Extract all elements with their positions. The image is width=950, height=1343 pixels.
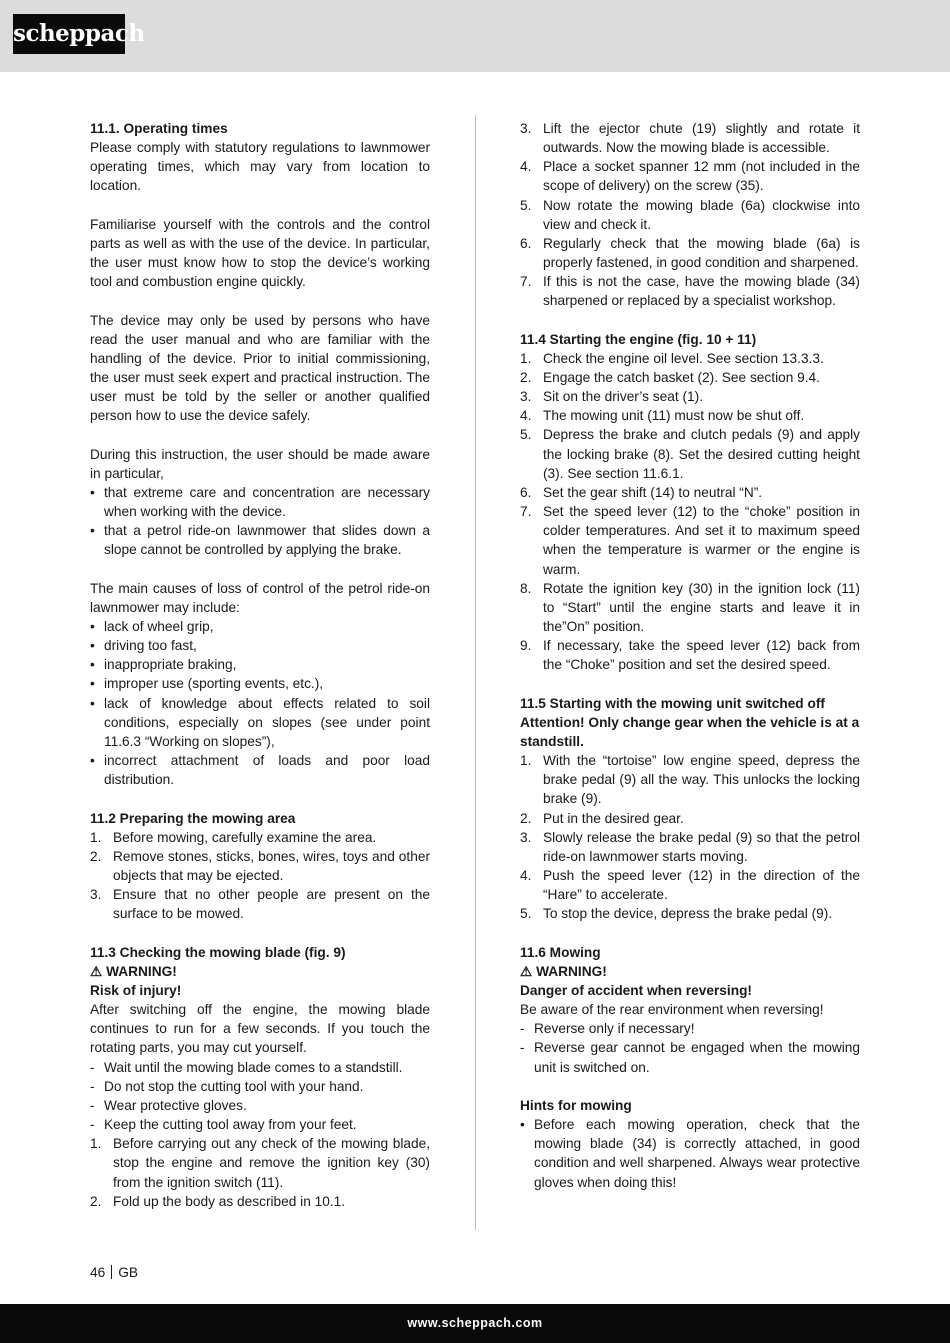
left-column [90, 119, 430, 1211]
section [90, 579, 430, 790]
section [520, 943, 860, 1077]
list-item [90, 1115, 430, 1134]
section-heading: 11.1. Operating times [90, 121, 228, 136]
item-number: 2. [520, 810, 532, 826]
list-item-text: Set the gear shift (14) to neutral “N”. [543, 484, 763, 500]
item-number: 2. [520, 370, 532, 386]
item-number: 5. [520, 906, 532, 922]
list-item-text: Before each mowing operation, check that the mowing blade (34) is correctly attached, in good condition and well sharpened. Always wear protective gloves when doing this! [534, 1117, 860, 1190]
list-item [90, 1192, 430, 1211]
list-item-text: Remove stones, sticks, bones, wires, toys and other objects that may be ejected. [113, 848, 430, 884]
list-item-text: Ensure that no other people are present on the surface to be mowed. [113, 887, 430, 922]
paragraph: Please comply with statutory regulations to lawnmower operating times, which may vary from location to location. [90, 140, 430, 194]
paragraph: Be aware of the rear environment when reversing! [520, 1002, 824, 1018]
list-item-text: Wear protective gloves. [104, 1097, 247, 1113]
list-item [90, 828, 430, 847]
paragraph: Familiarise yourself with the controls and the control parts as well as with the use of the device. In particular, the user must know how to stop the device’s working tool and combustion engine quickly. [90, 216, 430, 290]
list-item [520, 157, 860, 195]
item-number: 1. [520, 350, 532, 366]
bullet-marker: • [90, 676, 95, 692]
item-number: 1. [90, 1136, 102, 1152]
paragraph: After switching off the engine, the mowing blade continues to run for a few seconds. If you touch the rotating parts, you may cut yourself. [90, 1002, 430, 1056]
list-item [90, 1077, 430, 1096]
list-item-text: incorrect attachment of loads and poor load distribution. [104, 753, 430, 788]
section [90, 119, 430, 196]
bullet-marker: - [520, 1021, 525, 1037]
numbered-list [520, 751, 860, 923]
list-item [520, 196, 860, 234]
bullet-marker: - [90, 1078, 95, 1094]
section [90, 215, 430, 292]
item-number: 6. [520, 484, 532, 500]
list-item [90, 694, 430, 751]
section-heading: Attention! Only change gear when the vehicle is at a standstill. [520, 714, 860, 749]
list-item [90, 521, 430, 559]
list-item [520, 349, 860, 368]
list-item [520, 368, 860, 387]
bullet-list [520, 1019, 860, 1076]
list-item [520, 234, 860, 272]
list-item [520, 828, 860, 866]
list-item [90, 483, 430, 521]
list-item [520, 483, 860, 502]
section [520, 330, 860, 675]
section-heading: ⚠ WARNING! [520, 963, 607, 979]
paragraph: During this instruction, the user should be made aware in particular, [90, 446, 430, 481]
list-item [520, 579, 860, 636]
paragraph: The device may only be used by persons who have read the user manual and who are familiar with the handling of the device. Prior to initial commissioning, the user must seek expert and practical instruction. The user must be told by the seller or another qualified person how to use the device safely. [90, 312, 430, 424]
list-item [90, 1058, 430, 1077]
item-number: 1. [90, 829, 102, 845]
list-item [520, 502, 860, 579]
section-heading: Risk of injury! [90, 982, 182, 998]
list-item [520, 751, 860, 808]
list-item-text: Slowly release the brake pedal (9) so that the petrol ride-on lawnmower starts moving. [543, 829, 860, 864]
item-number: 2. [90, 1193, 102, 1209]
section-heading: 11.2 Preparing the mowing area [90, 810, 296, 826]
paragraph: The main causes of loss of control of the petrol ride-on lawnmower may include: [90, 580, 430, 615]
item-number: 6. [520, 235, 532, 251]
list-item-text: If this is not the case, have the mowing blade (34) sharpened or replaced by a specialist workshop. [543, 274, 860, 309]
right-column [520, 119, 860, 1192]
list-item-text: Place a socket spanner 12 mm (not included in the scope of delivery) on the screw (35). [543, 159, 860, 194]
section-heading: Hints for mowing [520, 1097, 632, 1113]
section-heading: 11.6 Mowing [520, 944, 601, 960]
list-item [520, 636, 860, 674]
list-item [90, 636, 430, 655]
list-item [90, 1096, 430, 1115]
list-item-text: Fold up the body as described in 10.1. [113, 1193, 346, 1209]
column-divider [475, 115, 476, 1230]
bullet-list [90, 1058, 430, 1135]
section [90, 809, 430, 924]
item-number: 7. [520, 274, 532, 290]
bullet-marker: - [90, 1059, 95, 1075]
list-item-text: Engage the catch basket (2). See section 9.4. [543, 370, 820, 386]
list-item-text: Depress the brake and clutch pedals (9) and apply the locking brake (8). Set the desired cutting height (3). See section 11.6.1. [543, 427, 860, 481]
section-heading: Danger of accident when reversing! [520, 982, 752, 998]
item-number: 4. [520, 868, 532, 884]
item-number: 5. [520, 427, 532, 443]
list-item [90, 751, 430, 789]
brand-logo: scheppach [13, 14, 125, 54]
list-item-text: Before carrying out any check of the mowing blade, stop the engine and remove the ignition key (30) from the ignition switch (11). [113, 1136, 430, 1190]
bullet-list [90, 617, 430, 789]
item-number: 3. [520, 389, 532, 405]
list-item [90, 655, 430, 674]
website-link[interactable]: www.scheppach.com [407, 1316, 543, 1330]
footer-bar [0, 1304, 950, 1343]
list-item [520, 904, 860, 923]
list-item-text: Reverse gear cannot be engaged when the mowing unit is switched on. [534, 1040, 860, 1075]
bullet-marker: • [90, 523, 95, 539]
list-item [90, 885, 430, 923]
list-item-text: Keep the cutting tool away from your feet. [104, 1117, 357, 1133]
item-number: 4. [520, 408, 532, 424]
section-heading: 11.5 Starting with the mowing unit switched off [520, 695, 825, 711]
list-item-text: Put in the desired gear. [543, 810, 684, 826]
numbered-list [520, 349, 860, 675]
list-item-text: Check the engine oil level. See section 13.3.3. [543, 350, 824, 366]
section [520, 1096, 860, 1192]
bullet-marker: - [520, 1040, 525, 1056]
item-number: 3. [520, 829, 532, 845]
list-item-text: that extreme care and concentration are necessary when working with the device. [104, 484, 430, 520]
bullet-marker: • [90, 484, 95, 500]
page-number: 46 [90, 1265, 106, 1280]
list-item-text: Lift the ejector chute (19) slightly and rotate it outwards. Now the mowing blade is accessible. [543, 121, 860, 156]
numbered-list [520, 119, 860, 311]
bullet-list [90, 483, 430, 560]
list-item-text: lack of knowledge about effects related to soil conditions, especially on slopes (see under point 11.6.3 “Working on slopes”), [104, 695, 430, 749]
section-heading: 11.4 Starting the engine (fig. 10 + 11) [520, 331, 757, 347]
list-item-text: improper use (sporting events, etc.), [104, 676, 324, 692]
list-item-text: Reverse only if necessary! [534, 1021, 695, 1037]
item-number: 1. [520, 753, 532, 769]
list-item-text: To stop the device, depress the brake pedal (9). [543, 906, 833, 922]
item-number: 7. [520, 504, 532, 520]
list-item-text: Set the speed lever (12) to the “choke” position in colder temperatures. And set it to maximum speed when the temperature is warmer or the engine is warm. [543, 504, 860, 577]
list-item [520, 119, 860, 157]
list-item-text: Regularly check that the mowing blade (6a) is properly fastened, in good condition and sharpened. [543, 235, 860, 271]
bullet-list [520, 1115, 860, 1192]
bullet-marker: • [90, 619, 95, 634]
list-item-text: inappropriate braking, [104, 657, 237, 673]
item-number: 3. [520, 121, 532, 136]
bullet-marker: • [90, 638, 95, 654]
list-item-text: lack of wheel grip, [104, 619, 214, 634]
item-number: 9. [520, 638, 532, 654]
list-item-text: The mowing unit (11) must now be shut off. [543, 408, 805, 424]
numbered-list [90, 1134, 430, 1211]
list-item-text: Wait until the mowing blade comes to a standstill. [104, 1059, 403, 1075]
bullet-marker: - [90, 1097, 95, 1113]
item-number: 5. [520, 197, 532, 213]
item-number: 8. [520, 580, 532, 596]
footer-separator [111, 1265, 112, 1279]
list-item-text: Now rotate the mowing blade (6a) clockwise into view and check it. [543, 197, 860, 232]
page-footer [90, 1265, 138, 1280]
list-item [520, 809, 860, 828]
section-heading: ⚠ WARNING! [90, 963, 177, 979]
bullet-marker: - [90, 1117, 95, 1133]
list-item-text: Rotate the ignition key (30) in the ignition lock (11) to “Start” until the engine starts and leave it in the”On” position. [543, 580, 860, 635]
bullet-marker: • [90, 657, 95, 673]
list-item [520, 272, 860, 310]
list-item [520, 1115, 860, 1192]
list-item [520, 866, 860, 904]
section [90, 445, 430, 560]
section-heading: 11.3 Checking the mowing blade (fig. 9) [90, 944, 346, 960]
list-item [520, 406, 860, 425]
section [90, 943, 430, 1211]
list-item-text: If necessary, take the speed lever (12) back from the “Choke” position and set the desired speed. [543, 638, 860, 673]
list-item-text: Do not stop the cutting tool with your hand. [104, 1078, 364, 1094]
list-item-text: that a petrol ride-on lawnmower that slides down a slope cannot be controlled by applying the brake. [104, 523, 430, 558]
list-item [520, 425, 860, 482]
list-item [520, 387, 860, 406]
item-number: 3. [90, 887, 102, 903]
list-item [90, 617, 430, 636]
list-item-text: With the “tortoise” low engine speed, depress the brake pedal (9) all the way. This unlocks the locking brake (9). [543, 753, 860, 807]
list-item [520, 1019, 860, 1038]
list-item-text: driving too fast, [104, 638, 197, 654]
list-item-text: Push the speed lever (12) in the direction of the “Hare” to accelerate. [543, 868, 860, 903]
list-item [90, 1134, 430, 1191]
list-item [90, 674, 430, 693]
section [520, 119, 860, 311]
item-number: 2. [90, 848, 102, 864]
section [90, 311, 430, 426]
list-item [90, 847, 430, 885]
list-item [520, 1038, 860, 1076]
numbered-list [90, 828, 430, 924]
item-number: 4. [520, 159, 532, 175]
list-item-text: Before mowing, carefully examine the area. [113, 829, 377, 845]
header-bar [0, 0, 950, 72]
bullet-marker: • [520, 1117, 525, 1133]
list-item-text: Sit on the driver’s seat (1). [543, 389, 704, 405]
bullet-marker: • [90, 695, 95, 711]
bullet-marker: • [90, 753, 95, 769]
section [520, 694, 860, 924]
page-language: GB [118, 1265, 139, 1280]
